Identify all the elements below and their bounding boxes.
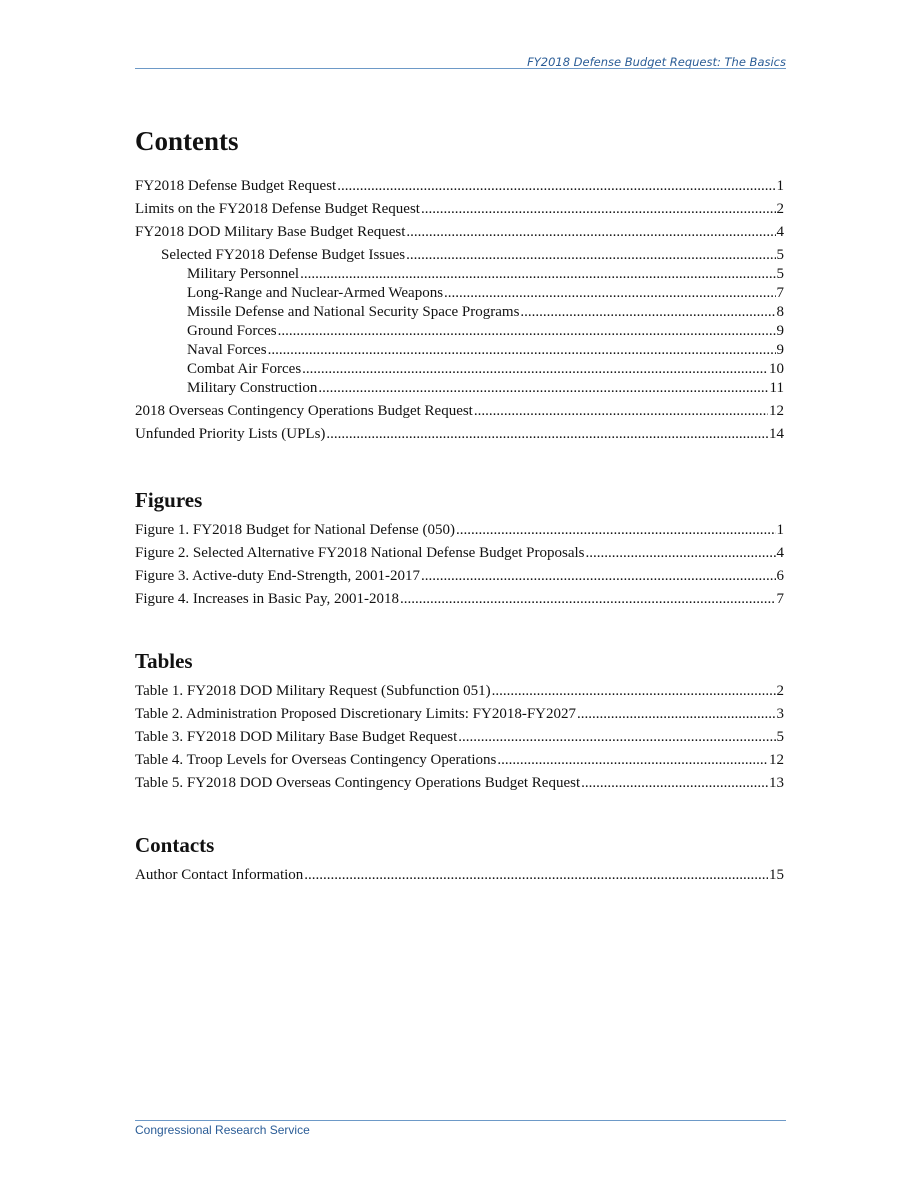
toc-entry[interactable]: FY2018 Defense Budget Request ..... 1 [135,177,784,196]
toc-content [135,123,784,885]
table-entry[interactable]: Table 3. FY2018 DOD Military Base Budget Request ..... 5 [135,728,784,747]
footer-rule [135,1120,786,1121]
running-footer: Congressional Research Service [135,1123,310,1137]
figure-entry[interactable]: Figure 2. Selected Alternative FY2018 National Defense Budget Proposals ..... 4 [135,544,784,563]
toc-entry[interactable]: Combat Air Forces ..... 10 [135,360,784,379]
table-entry[interactable]: Table 2. Administration Proposed Discretionary Limits: FY2018-FY2027 ..... 3 [135,705,784,724]
toc-entry[interactable]: FY2018 DOD Military Base Budget Request ..... 4 [135,223,784,242]
toc-entry[interactable]: Long-Range and Nuclear-Armed Weapons ..... 7 [135,284,784,303]
header-rule [135,68,786,69]
figure-entry[interactable]: Figure 4. Increases in Basic Pay, 2001-2018 ..... 7 [135,590,784,609]
contents-heading: Contents [135,126,239,156]
toc-entry[interactable]: Limits on the FY2018 Defense Budget Request ..... 2 [135,200,784,219]
figures-heading: Figures [135,488,203,512]
contact-entry[interactable]: Author Contact Information ..... 15 [135,866,784,885]
toc-entry[interactable]: Military Construction ..... 11 [135,379,784,398]
figure-entry[interactable]: Figure 1. FY2018 Budget for National Defense (050) ..... 1 [135,521,784,540]
table-entry[interactable]: Table 4. Troop Levels for Overseas Contingency Operations ..... 12 [135,751,784,770]
toc-entry[interactable]: Naval Forces ..... 9 [135,341,784,360]
toc-entry[interactable]: 2018 Overseas Contingency Operations Budget Request ..... 12 [135,402,784,421]
running-header: FY2018 Defense Budget Request: The Basics [527,55,786,69]
toc-entry[interactable]: Military Personnel ..... 5 [135,265,784,284]
table-entry[interactable]: Table 5. FY2018 DOD Overseas Contingency Operations Budget Request ..... 13 [135,774,784,793]
table-entry[interactable]: Table 1. FY2018 DOD Military Request (Subfunction 051) ..... 2 [135,682,784,701]
toc-entry[interactable]: Ground Forces ..... 9 [135,322,784,341]
contacts-heading: Contacts [135,833,215,857]
figure-entry[interactable]: Figure 3. Active-duty End-Strength, 2001-2017 ..... 6 [135,567,784,586]
tables-heading: Tables [135,649,193,673]
toc-entry[interactable]: Unfunded Priority Lists (UPLs) ..... 14 [135,425,784,444]
toc-entry[interactable]: Missile Defense and National Security Space Programs ..... 8 [135,303,784,322]
toc-entry[interactable]: Selected FY2018 Defense Budget Issues ..... 5 [135,246,784,265]
